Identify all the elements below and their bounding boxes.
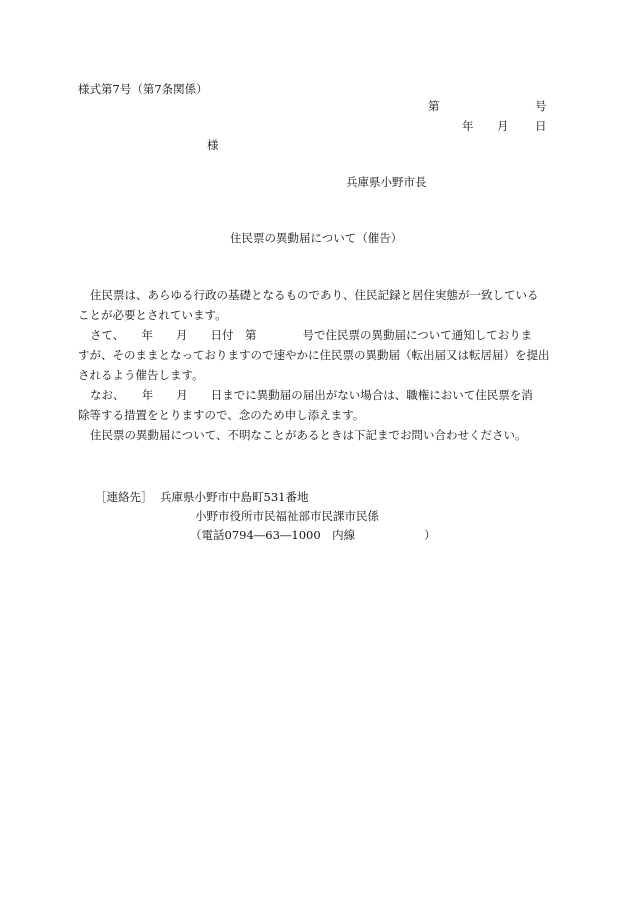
sender: 兵庫県小野市長 bbox=[346, 175, 427, 189]
contact-office: 小野市役所市民福祉部市民課市民係 bbox=[195, 509, 379, 523]
body-line: さて、 年 月 日付 第 号で住民票の異動届について通知しておりま bbox=[90, 328, 533, 342]
body-line: ことが必要とされています。 bbox=[78, 308, 227, 322]
contact-address: 兵庫県小野市中島町531番地 bbox=[160, 490, 309, 504]
doc-number-prefix: 第 bbox=[428, 99, 440, 113]
form-label: 様式第7号（第7条関係） bbox=[78, 82, 208, 96]
body-line: 住民票は、あらゆる行政の基礎となるものであり、住民記録と居住実態が一致している bbox=[90, 288, 539, 302]
date-day: 日 bbox=[535, 119, 547, 133]
contact-label: ［連絡先］ bbox=[95, 490, 153, 504]
body-line: されるよう催告します。 bbox=[78, 368, 204, 382]
addressee-suffix: 様 bbox=[207, 138, 219, 152]
body-line: 住民票の異動届について、不明なことがあるときは下記までお問い合わせください。 bbox=[90, 428, 527, 442]
body-text bbox=[78, 285, 556, 445]
body-line: すが、そのままとなっておりますので速やかに住民票の異動届（転出届又は転居届）を提出 bbox=[78, 348, 550, 362]
date-month: 月 bbox=[497, 119, 509, 133]
doc-number-suffix: 号 bbox=[535, 99, 547, 113]
date-year: 年 bbox=[462, 119, 474, 133]
document-title: 住民票の異動届について（催告） bbox=[230, 231, 403, 245]
contact-phone: （電話0794―63―1000 内線 ） bbox=[190, 528, 436, 542]
body-line: なお、 年 月 日までに異動届の届出がない場合は、職権において住民票を消 bbox=[90, 388, 533, 402]
body-line: 除等する措置をとりますので、念のため申し添えます。 bbox=[78, 408, 365, 422]
